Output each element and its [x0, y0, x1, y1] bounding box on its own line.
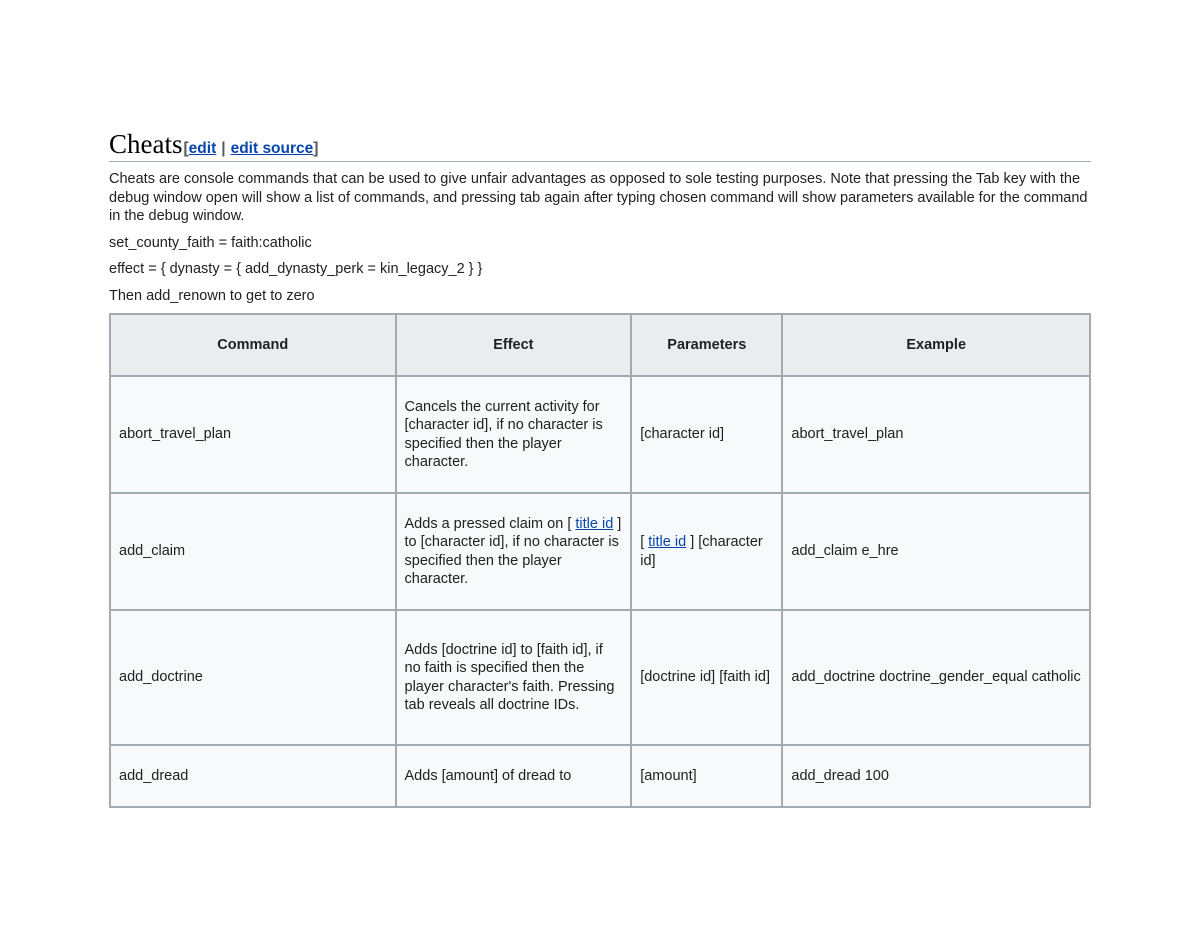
cell-example: abort_travel_plan [782, 376, 1090, 493]
param-suffix: ] [character id] [640, 534, 763, 569]
edit-separator: | [221, 140, 226, 157]
section-title: Cheats [109, 129, 183, 159]
dynasty-perk-line: effect = { dynasty = { add_dynasty_perk = kin_legacy_2 } } [109, 261, 483, 277]
cell-parameters [631, 493, 782, 610]
cell-effect: Adds [doctrine id] to [faith id], if no faith is specified then the player character's faith. Pressing tab reveals all doctrine IDs. [396, 610, 632, 745]
renown-line: Then add_renown to get to zero [109, 287, 315, 304]
cell-example: add_claim e_hre [782, 493, 1090, 610]
title-id-link[interactable]: title id [575, 515, 614, 532]
cell-example: add_doctrine doctrine_gender_equal catholic [782, 610, 1090, 745]
cell-command: add_dread [110, 745, 396, 807]
cell-effect [396, 493, 632, 610]
faith-line: set_county_faith = faith:catholic [109, 234, 312, 251]
header-effect[interactable]: Effect [396, 314, 632, 376]
table-row [110, 493, 1090, 610]
header-example[interactable]: Example [782, 314, 1090, 376]
edit-link[interactable]: edit [188, 140, 217, 157]
cell-parameters: [character id] [631, 376, 782, 493]
cell-parameters: [amount] [631, 745, 782, 807]
cell-parameters: [doctrine id] [faith id] [631, 610, 782, 745]
param-prefix: [ [640, 534, 649, 550]
cell-command: add_claim [110, 493, 396, 610]
edit-bracket-open: [ [183, 140, 189, 157]
table-row [110, 376, 1090, 493]
section-heading [109, 128, 1091, 162]
header-command[interactable]: Command [110, 314, 396, 376]
edit-source-link[interactable]: edit source [230, 140, 314, 157]
cell-effect: Adds [amount] of dread to [396, 745, 632, 807]
table-row [110, 745, 1090, 807]
header-parameters[interactable]: Parameters [631, 314, 782, 376]
cell-example: add_dread 100 [782, 745, 1090, 807]
intro-paragraph: Cheats are console commands that can be used to give unfair advantages as opposed to sole testing purposes. Note that pressing the Tab key with the debug window open will show a list of commands, and pressing tab again after typing chosen command will show parameters available for the command in the debug window. [109, 171, 1088, 224]
cell-command: abort_travel_plan [110, 376, 396, 493]
param-title-id-link[interactable]: title id [648, 534, 687, 550]
effect-suffix: ] to [character id], if no character is specified then the player character. [404, 515, 622, 587]
table-header-row [110, 314, 1090, 376]
article-content [109, 128, 1091, 808]
edit-bracket-close: ] [313, 140, 319, 157]
table-row [110, 610, 1090, 745]
effect-prefix: Adds a pressed claim on [ [404, 515, 576, 532]
cell-command: add_doctrine [110, 610, 396, 745]
cell-effect: Cancels the current activity for [character id], if no character is specified then the player character. [396, 376, 632, 493]
cheats-table [109, 313, 1091, 808]
edit-section-links [184, 140, 319, 158]
